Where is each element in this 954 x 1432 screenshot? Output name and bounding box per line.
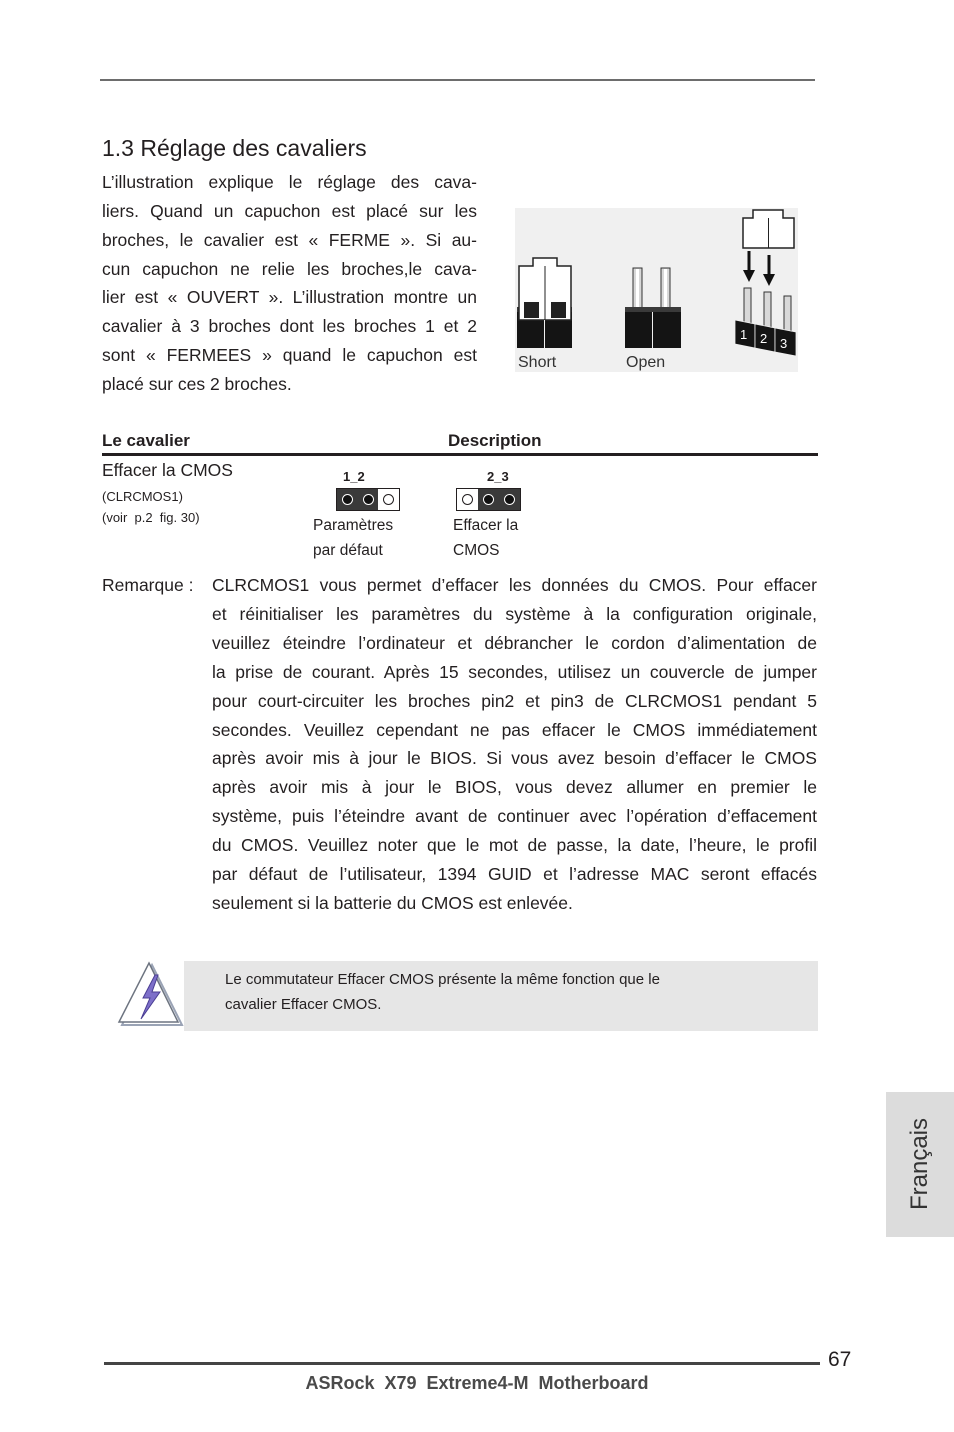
language-tab-label: Français <box>906 1118 933 1211</box>
remark-line: secondes. Veuillez cependant ne pas effacer le CMOS immédiatement <box>212 719 817 740</box>
intro-line: liers. Quand un capuchon est placé sur les <box>102 200 477 221</box>
warning-bolt-icon <box>116 961 184 1029</box>
pin <box>363 494 374 505</box>
three-pin-jumper-figure <box>735 210 796 356</box>
pin <box>462 494 473 505</box>
remark-line: par défaut de l’utilisateur, 1394 GUID et l’adresse MAC seront effacés <box>212 864 817 885</box>
remark-line: après avoir mis à jour le BIOS. Si vous avez besoin d’effacer le CMOS <box>212 748 817 769</box>
pin <box>383 494 394 505</box>
remark-paragraph <box>212 571 817 918</box>
jumper-pins-diagram <box>336 488 400 511</box>
remark-line: pour court-circuiter les broches pin2 et pin3 de CLRCMOS1 pendant 5 <box>212 690 817 711</box>
setting-caption: Effacer la <box>453 517 519 534</box>
pin-number-3: 3 <box>780 336 788 351</box>
pin-number-2: 2 <box>760 331 768 346</box>
jumper-illustration-graphic <box>515 208 798 372</box>
section-title: 1.3 Réglage des cavaliers <box>102 135 367 161</box>
remark-line: seulement si la batterie du CMOS est enlevée. <box>212 892 573 913</box>
intro-line: sont « FERMEES » quand le capuchon est <box>102 345 477 366</box>
down-arrow-icon <box>763 274 775 286</box>
intro-paragraph <box>102 168 477 399</box>
short-jumper-figure <box>517 258 572 371</box>
table-header-rule <box>102 453 818 456</box>
pin-number-1: 1 <box>740 327 748 342</box>
remark-line: système, puis l’éteindre avant de continuer avec l’opération d’effacement <box>212 806 817 827</box>
intro-line: placé sur ces 2 broches. <box>102 374 292 395</box>
intro-line: lier est « OUVERT ». L’illustration montre un <box>102 287 477 308</box>
setting-pins-label: 1_2 <box>343 469 365 484</box>
remark-label: Remarque : <box>102 575 194 595</box>
jumper-id: (CLRCMOS1) <box>102 489 183 504</box>
remark-line: après avoir mis à jour le BIOS, vous devez allumer en premier le <box>212 777 817 798</box>
setting-caption: CMOS <box>453 542 500 559</box>
pin <box>504 494 515 505</box>
open-jumper-figure <box>625 268 681 371</box>
footer-rule <box>104 1362 820 1365</box>
intro-line: cavalier à 3 broches dont les broches 1 et 2 <box>102 316 477 337</box>
remark-line: veuillez éteindre l’ordinateur et débrancher le cordon d’alimentation de <box>212 632 817 653</box>
short-label: Short <box>518 354 557 371</box>
pin <box>483 494 494 505</box>
table-header-description: Description <box>448 431 542 450</box>
remark-line: CLRCMOS1 vous permet d’effacer les données du CMOS. Pour effacer <box>212 575 817 595</box>
footer-title: ASRock X79 Extreme4-M Motherboard <box>305 1373 649 1393</box>
intro-line: broches, le cavalier est « FERME ». Si au- <box>102 229 477 250</box>
intro-line: cun capuchon ne relie les broches,le cava- <box>102 258 477 279</box>
setting-caption: par défaut <box>313 542 383 559</box>
remark-line: du CMOS. Veuillez noter que le mot de passe, la date, l’heure, le profil <box>212 835 817 856</box>
setting-pins-label: 2_3 <box>487 469 509 484</box>
remark-line: la prise de courant. Après 15 secondes, utilisez un couvercle de jumper <box>212 661 817 682</box>
language-tab <box>886 1092 954 1237</box>
table-header-jumper: Le cavalier <box>102 431 190 450</box>
pin <box>342 494 353 505</box>
page-number: 67 <box>828 1348 852 1371</box>
setting-caption: Paramètres <box>313 517 394 534</box>
header-rule <box>100 79 815 81</box>
jumper-name: Effacer la CMOS <box>102 460 233 480</box>
jumper-pins-diagram <box>456 488 521 511</box>
note-text <box>225 967 660 1017</box>
jumper-reference: (voir p.2 fig. 30) <box>102 510 200 525</box>
note-box <box>184 961 818 1031</box>
note-line: cavalier Effacer CMOS. <box>225 995 382 1013</box>
remark-line: et réinitialiser les paramètres du système à la configuration originale, <box>212 603 817 624</box>
note-line: Le commutateur Effacer CMOS présente la même fonction que le <box>225 970 660 988</box>
open-label: Open <box>626 354 666 371</box>
intro-line: L’illustration explique le réglage des cava- <box>102 172 477 192</box>
jumper-illustration <box>515 208 798 372</box>
down-arrow-icon <box>743 270 755 282</box>
